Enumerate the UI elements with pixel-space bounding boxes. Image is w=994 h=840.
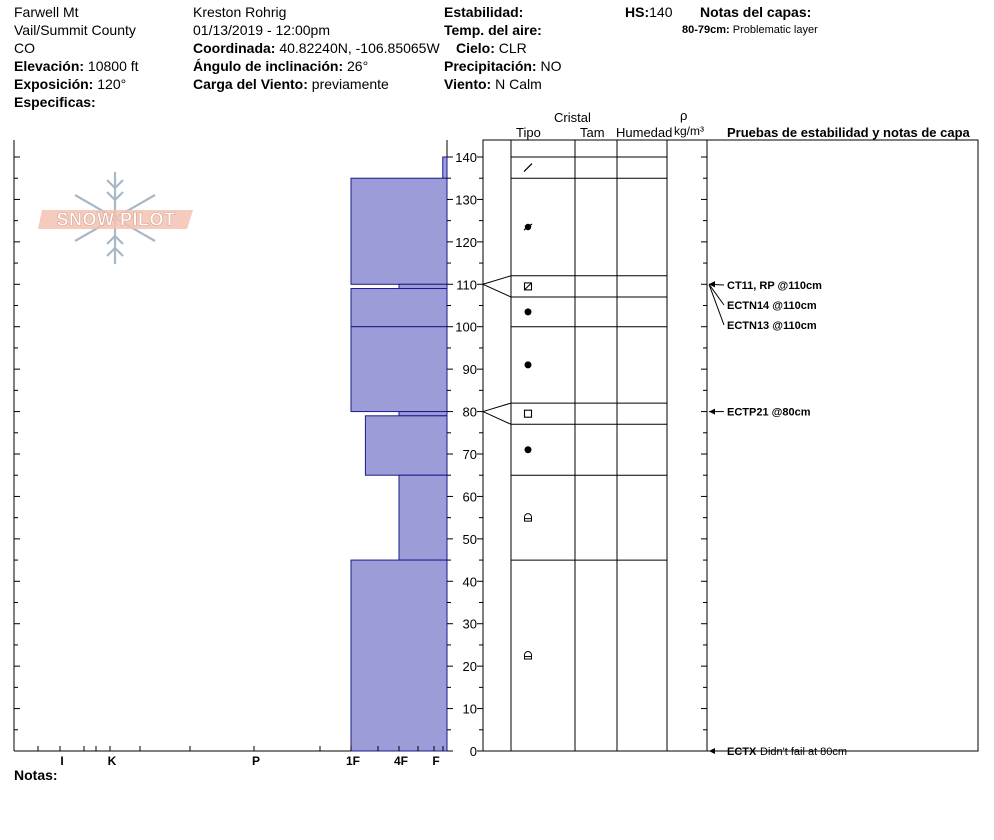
facet-shape [525,652,532,660]
sky-value: CLR [498,40,527,56]
aspect-value: 120° [97,76,127,92]
hardness-bar [351,289,447,327]
depth-tick-label: 60 [462,489,477,505]
hardness-bar [399,475,447,560]
moisture-header: Humedad [616,125,673,140]
test-label: ECTN13 @110cm [727,320,817,332]
hardness-bar [443,157,447,178]
wind-value: N Calm [495,76,542,92]
precip-value: NO [540,58,562,74]
elevation-value: 10800 ft [87,58,139,74]
hardness-bar [399,412,447,416]
grain-rounded-facet-icon [525,652,532,660]
observation-datetime: 01/13/2019 - 12:00pm [193,22,330,38]
test-label: ECTN14 @110cm [727,300,817,312]
test-leader-line [709,284,724,305]
wind-load-label: Carga del Viento: [193,76,308,92]
coordinates-label: Coordinada: [193,40,276,56]
logo-text: SNOW PILOT [56,209,176,230]
grain-slash-icon [524,164,532,172]
density-unit-header: kg/m³ [674,124,704,138]
hardness-bar [365,416,447,475]
notes-label: Notas: [14,767,58,783]
observer-name: Kreston Rohrig [193,4,287,20]
layer-connector [483,403,511,411]
depth-tick-label: 90 [462,362,477,378]
grain-dot-icon [525,361,532,368]
hardness-label: P [251,754,261,768]
layer-note-text: Problematic layer [732,24,818,36]
air-temp-label: Temp. del aire: [444,22,542,38]
depth-tick-label: 140 [455,150,477,165]
wind-load-value: previamente [311,76,389,92]
hardness-label: 1F [345,754,361,768]
hardness-bar [351,327,447,412]
dot-shape [525,361,532,368]
square-shape [525,410,532,417]
grain-dot-icon [525,308,532,315]
layer-connector [483,284,511,297]
depth-tick-label: 130 [455,192,477,208]
wind-label: Viento: [444,76,492,92]
diagonal-stroke [525,283,532,290]
specifics-label: Especificas: [14,94,96,110]
depth-tick-label: 10 [462,701,477,717]
dot-shape [525,308,532,315]
hardness-bar [399,284,447,288]
test-arrow-icon [709,409,715,415]
coordinates-value: 40.82240N, -106.85065W [279,40,440,56]
region-name: Vail/Summit County [14,22,136,38]
rho-header: ρ [680,108,688,123]
incline-value: 26° [347,58,369,74]
dot-shape [525,446,532,453]
test-leader-line [709,284,724,325]
depth-tick-label: 40 [462,574,477,590]
hardness-bar [351,178,447,284]
slash-stroke [524,164,532,172]
depth-tick-label: 70 [462,447,477,462]
test-label: ECTP21 @80cm [727,406,811,419]
layer-connector [483,412,511,425]
test-label: ECTX [727,746,757,758]
depth-tick-label: 20 [462,659,477,675]
layer-table-frame [483,140,978,751]
precip-label: Precipitación: [444,58,537,74]
layer-connector [483,276,511,284]
crystal-header: Cristal [554,110,591,125]
location-name: Farwell Mt [14,4,79,20]
state-name: CO [14,40,35,56]
layer-note-range: 80-79cm: [682,24,730,36]
test-arrow-icon [709,748,715,754]
hs-value: 140 [649,4,673,20]
hardness-label: F [432,754,440,768]
hardness-bar [351,560,447,751]
size-header: Tam [580,125,605,140]
facet-shape [525,514,532,522]
grain-dot-tail-icon [524,224,532,230]
sky-label: Cielo: [456,40,495,56]
type-header: Tipo [516,125,541,140]
hs-label: HS: [625,4,650,20]
elevation-label: Elevación: [14,58,85,74]
depth-tick-label: 110 [456,277,477,293]
grain-rounded-facet-icon [525,514,532,522]
snowpilot-logo [38,172,193,264]
layer-notes-label: Notas del capas: [700,4,812,20]
test-label: CT11, RP @110cm [727,280,822,292]
depth-tick-label: 0 [469,744,477,759]
grain-square-x-icon [525,283,532,290]
test-note: Didn't fail at 80cm [760,746,848,758]
incline-label: Ángulo de inclinación: [193,58,344,74]
tests-header: Pruebas de estabilidad y notas de capa [727,125,970,140]
hardness-label: I [60,754,64,768]
hardness-label: K [107,754,117,768]
grain-dot-icon [525,446,532,453]
stability-label: Estabilidad: [444,4,524,20]
aspect-label: Exposición: [14,76,94,92]
depth-tick-label: 100 [455,319,477,335]
hardness-label: 4F [393,754,409,768]
grain-square-icon [525,410,532,417]
depth-tick-label: 120 [455,234,477,250]
depth-tick-label: 30 [462,616,477,632]
depth-tick-label: 80 [462,404,477,420]
depth-tick-label: 50 [462,531,477,547]
